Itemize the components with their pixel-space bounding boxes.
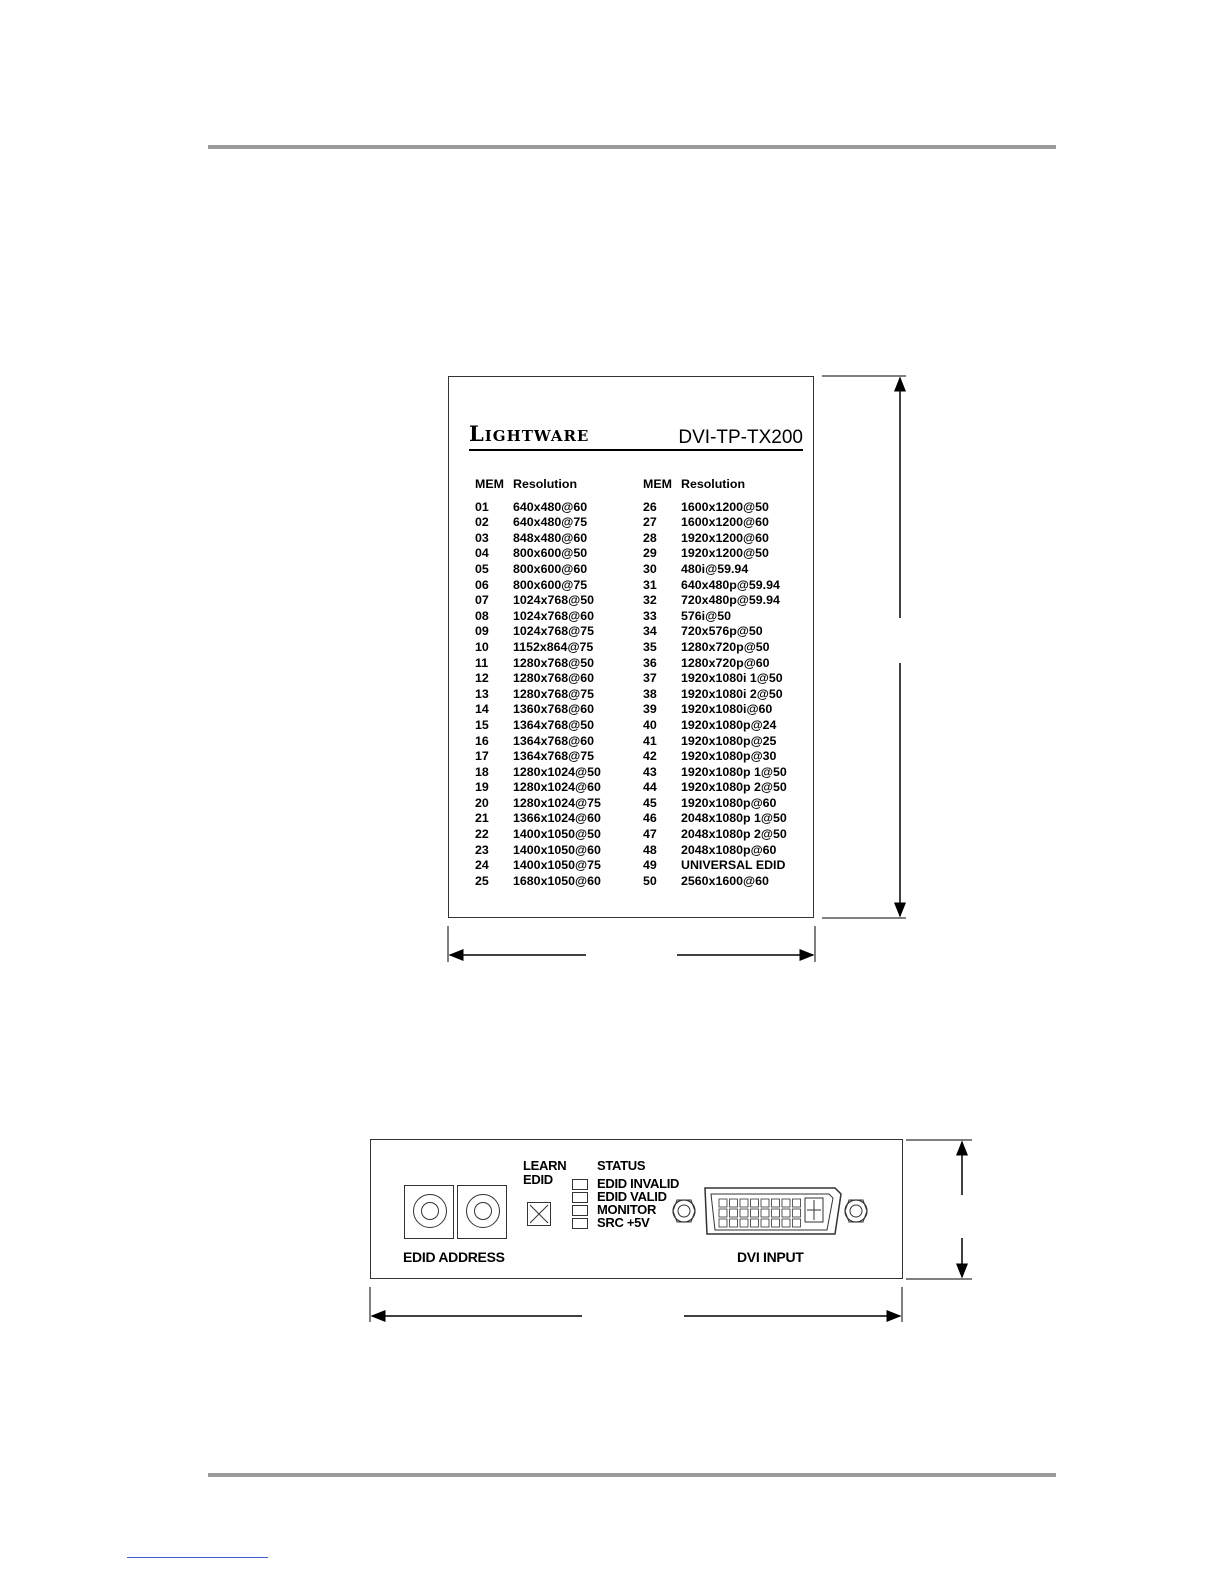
resolution-value: 640x480@60 [513,499,588,514]
led-label: MONITOR [597,1202,657,1217]
rotary-switch-tens[interactable] [404,1185,454,1239]
mem-number: 45 [643,795,657,810]
resolution-value: 1280x768@75 [513,686,594,701]
resolution-header: Resolution [681,477,746,491]
edid-address-label: EDID ADDRESS [403,1249,505,1265]
mem-number: 16 [475,733,489,748]
mem-number: 15 [475,717,489,732]
led-label: EDID VALID [597,1189,667,1204]
mem-number: 46 [643,811,657,826]
mem-number: 12 [475,671,489,686]
mem-number: 26 [643,499,657,514]
resolution-value: 1920x1080p 1@50 [681,764,787,779]
mem-number: 50 [643,873,657,888]
resolution-value: 800x600@50 [513,546,588,561]
mem-number: 37 [643,671,657,686]
resolution-value: 640x480@75 [513,515,588,530]
status-label: STATUS [597,1158,646,1173]
resolution-value: 1920x1200@50 [681,546,769,561]
resolution-value: 1680x1050@60 [513,873,601,888]
mem-number: 38 [643,686,657,701]
resolution-value: 720x576p@50 [681,624,763,639]
resolution-value: 848x480@60 [513,530,588,545]
front-panel [370,1139,903,1279]
footer-link-underline [127,1557,268,1558]
resolution-value: 1920x1080p@24 [681,717,777,732]
mem-number: 30 [643,561,657,576]
resolution-value: 1280x1024@60 [513,780,601,795]
mem-number: 25 [475,873,489,888]
resolution-value: 800x600@75 [513,577,588,592]
resolution-value: 1280x720p@60 [681,655,770,670]
mem-number: 40 [643,717,657,732]
mem-number: 05 [475,561,489,576]
mem-number: 23 [475,842,489,857]
mem-number: 10 [475,639,489,654]
rotary-knob-icon [474,1202,492,1220]
mem-number: 18 [475,764,489,779]
resolution-value: 640x480p@59.94 [681,577,780,592]
mem-number: 08 [475,608,489,623]
mem-number: 19 [475,780,489,795]
led-label: EDID INVALID [597,1176,680,1191]
mem-number: 04 [475,546,489,561]
resolution-value: 1366x1024@60 [513,811,601,826]
mem-number: 48 [643,842,657,857]
led-edid-valid [572,1192,588,1203]
mem-number: 43 [643,764,657,779]
resolution-value: 480i@59.94 [681,561,749,576]
mem-number: 21 [475,811,489,826]
resolution-value: 1360x768@60 [513,702,594,717]
resolution-header: Resolution [513,477,578,491]
mem-number: 39 [643,702,657,717]
led-edid-invalid [572,1179,588,1190]
resolution-value: 1364x768@75 [513,749,594,764]
mem-number: 32 [643,593,657,608]
rotary-switch-units[interactable] [457,1185,507,1239]
resolution-value: 1280x1024@50 [513,764,601,779]
mem-number: 27 [643,515,657,530]
mem-number: 11 [475,655,489,670]
mem-number: 44 [643,780,657,795]
resolution-value: UNIVERSAL EDID [681,858,786,873]
resolution-value: 2560x1600@60 [681,873,769,888]
mem-number: 33 [643,608,657,623]
mem-number: 34 [643,624,657,639]
resolution-value: 1280x1024@75 [513,795,601,810]
mem-number: 01 [475,499,489,514]
resolution-value: 720x480p@59.94 [681,593,780,608]
resolution-value: 1152x864@75 [513,639,594,654]
dvi-connector-icon[interactable] [667,1182,879,1242]
resolution-value: 1920x1080p@60 [681,795,777,810]
mem-number: 24 [475,858,489,873]
mem-number: 49 [643,858,657,873]
mem-number: 36 [643,655,657,670]
resolution-value: 1024x768@50 [513,593,594,608]
resolution-value: 1280x768@50 [513,655,594,670]
resolution-value: 1920x1080i 1@50 [681,671,783,686]
resolution-value: 1920x1080i@60 [681,702,773,717]
mem-header: MEM [643,477,672,491]
mem-number: 35 [643,639,657,654]
footer-rule [208,1473,1056,1477]
resolution-value: 1364x768@60 [513,733,594,748]
led-monitor [572,1205,588,1216]
mem-number: 20 [475,795,489,810]
resolution-value: 1920x1200@60 [681,530,769,545]
resolution-value: 1920x1080p@25 [681,733,777,748]
mem-number: 09 [475,624,489,639]
resolution-value: 1400x1050@50 [513,827,601,842]
resolution-value: 800x600@60 [513,561,588,576]
cross-icon [528,1203,550,1225]
mem-number: 28 [643,530,657,545]
resolution-value: 1920x1080p 2@50 [681,780,787,795]
mem-number: 02 [475,515,489,530]
mem-number: 03 [475,530,489,545]
mem-number: 06 [475,577,489,592]
rotary-knob-icon [421,1202,439,1220]
resolution-value: 1600x1200@50 [681,499,769,514]
resolution-value: 2048x1080p 1@50 [681,811,787,826]
resolution-value: 1280x768@60 [513,671,594,686]
resolution-value: 1024x768@60 [513,608,594,623]
resolution-value: 1280x720p@50 [681,639,770,654]
mem-number: 22 [475,827,489,842]
led-label: SRC +5V [597,1215,650,1230]
resolution-value: 1600x1200@60 [681,515,769,530]
mem-number: 42 [643,749,657,764]
brand-logo: Lightware [469,421,590,446]
mem-number: 13 [475,686,489,701]
led-src-5v [572,1218,588,1229]
edid-label: EDID [523,1172,553,1187]
mem-number: 41 [643,733,657,748]
mem-header: MEM [475,477,504,491]
model-name: DVI-TP-TX200 [678,427,803,448]
resolution-value: 2048x1080p 2@50 [681,827,787,842]
resolution-value: 1400x1050@75 [513,858,601,873]
resolution-value: 1400x1050@60 [513,842,601,857]
learn-edid-button[interactable] [527,1202,551,1226]
learn-label: LEARN [523,1158,567,1173]
mem-number: 14 [475,702,489,717]
mem-number: 17 [475,749,489,764]
resolution-value: 1024x768@75 [513,624,594,639]
resolution-value: 576i@50 [681,608,731,623]
dvi-input-label: DVI INPUT [737,1249,804,1265]
mem-number: 47 [643,827,657,842]
mem-number: 07 [475,593,489,608]
mem-number: 29 [643,546,657,561]
resolution-value: 2048x1080p@60 [681,842,777,857]
resolution-value: 1364x768@50 [513,717,594,732]
resolution-value: 1920x1080p@30 [681,749,777,764]
resolution-value: 1920x1080i 2@50 [681,686,783,701]
mem-number: 31 [643,577,657,592]
